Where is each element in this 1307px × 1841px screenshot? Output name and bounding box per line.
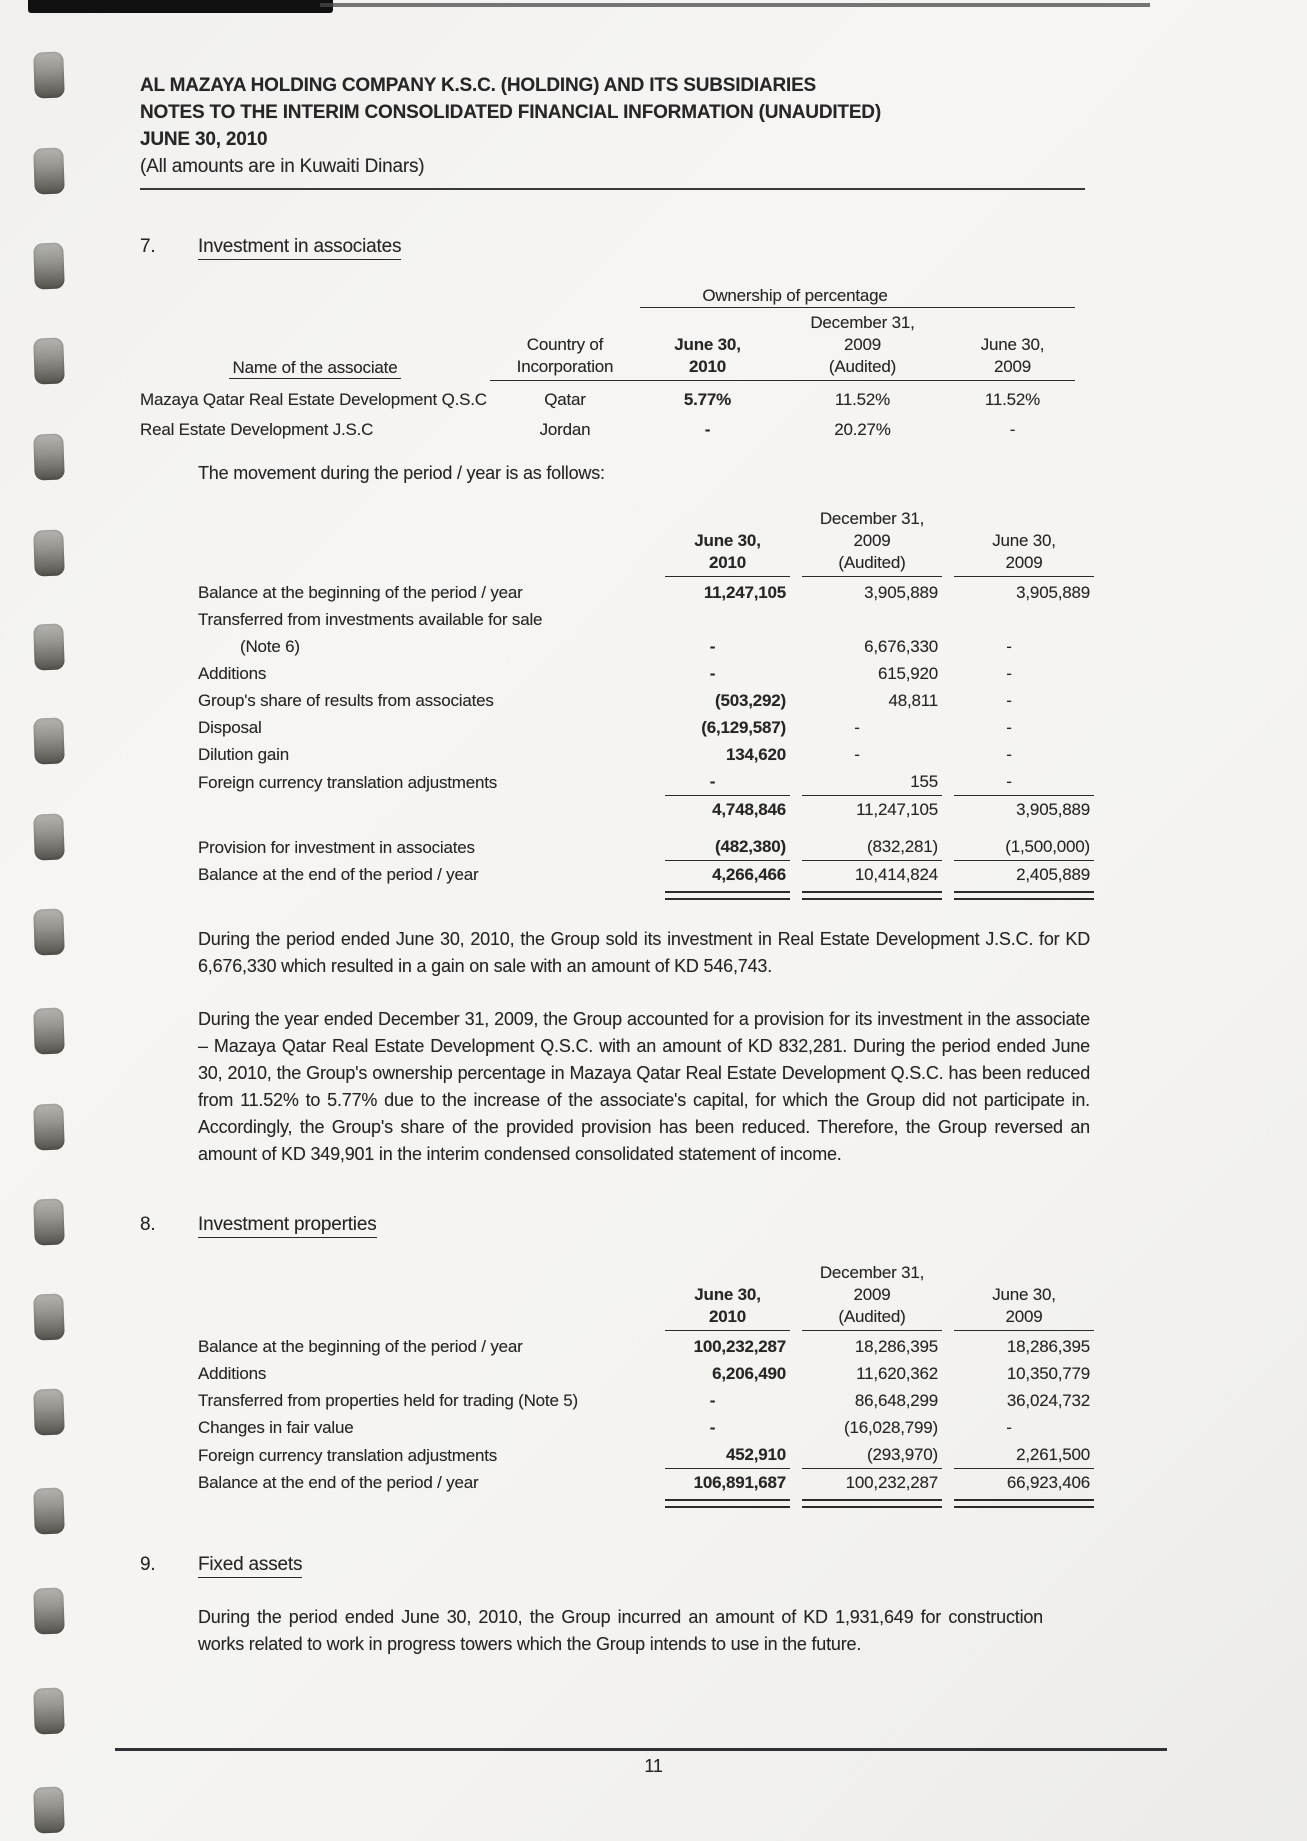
note-7-paragraph-2: During the year ended December 31, 2009, the Group accounted for a provision for its investment in the associate – Mazaya Qatar Real Estate Development Q.S.C. with an amount of KD 832,281. During the period ended June 30, 2010, the Group's ownership percentage in Mazaya Qatar Real Estate Development Q.S.C. has been reduced from 11.52% to 5.77% due to the increase of the associate's capital, for which the Group did not participate in. Accordingly, the Group's share of the provided provision has been reduced. Therefore, the Group reversed an amount of KD 349,901 in the interim condensed consolidated statement of income. <box>198 1009 1090 1164</box>
table-row-total: Balance at the end of the period / year 106,891,687 100,232,287 66,923,406 <box>198 1473 1090 1492</box>
col-header-jun2009: June 30, 2009 <box>954 530 1094 577</box>
note-8-section <box>140 1214 1095 1508</box>
report-title: NOTES TO THE INTERIM CONSOLIDATED FINANCIAL INFORMATION (UNAUDITED) <box>140 102 881 123</box>
page-number: 11 <box>644 1756 663 1776</box>
col-header-dec2009: December 31, 2009 (Audited) <box>802 508 942 577</box>
binding-hole <box>33 433 65 480</box>
binding-hole <box>33 337 65 384</box>
binding-hole <box>33 1293 65 1340</box>
note-9-body <box>198 1604 1095 1658</box>
col-header-dec2009: December 31, 2009 (Audited) <box>802 1262 942 1331</box>
note-7-body <box>140 286 1095 1168</box>
note-8-title: Investment properties <box>198 1214 377 1238</box>
currency-note: (All amounts are in Kuwaiti Dinars) <box>140 156 425 177</box>
note-7-paragraph-1: During the period ended June 30, 2010, the Group sold its investment in Real Estate Development J.S.C. for KD 6,676,330 which resulted in a gain on sale with an amount of KD 546,743. <box>198 929 1090 976</box>
table-row: Transferred from properties held for trading (Note 5) - 86,648,299 36,024,732 <box>198 1391 1090 1410</box>
table-row: Additions 6,206,490 11,620,362 10,350,779 <box>198 1364 1090 1383</box>
table-row: Mazaya Qatar Real Estate Development Q.S.C Qatar 5.77% 11.52% 11.52% <box>140 390 1041 409</box>
note-7-heading <box>140 236 1095 260</box>
movement-header-row <box>198 508 1095 577</box>
binding-hole <box>33 51 65 98</box>
company-name: AL MAZAYA HOLDING COMPANY K.S.C. (HOLDING) AND ITS SUBSIDIARIES <box>140 75 817 96</box>
col-header-jun2010: June 30, 2010 <box>665 1284 790 1331</box>
binding-hole <box>33 529 65 576</box>
note-9-heading <box>140 1554 1095 1578</box>
binding-hole <box>33 813 65 860</box>
col-header-jun2009: June 30, 2009 <box>954 1284 1094 1331</box>
note-9-number: 9. <box>140 1554 156 1575</box>
note-7-number: 7. <box>140 236 156 257</box>
table-row: Group's share of results from associates (503,292) 48,811 - <box>198 691 1012 710</box>
report-date: JUNE 30, 2010 <box>140 129 268 150</box>
ownership-span-header: Ownership of percentage <box>640 286 950 308</box>
double-rule <box>954 891 1094 900</box>
ownership-header-row <box>140 312 1095 381</box>
binding-hole <box>33 1786 65 1833</box>
note-7-section <box>140 236 1095 1168</box>
binding-hole <box>33 908 65 955</box>
ownership-span-row <box>140 286 1095 308</box>
table-row-total: Balance at the end of the period / year 4,266,466 10,414,824 2,405,889 <box>198 865 1090 884</box>
note-8-number: 8. <box>140 1214 156 1235</box>
binding-hole <box>33 1487 65 1534</box>
binding-hole <box>33 1388 65 1435</box>
col-header-dec2009: December 31, 2009 (Audited) <box>775 312 950 381</box>
binding-hole <box>33 1687 65 1734</box>
note-9-title: Fixed assets <box>198 1554 302 1578</box>
binding-hole <box>33 1587 65 1634</box>
double-rule <box>665 891 790 900</box>
note-9-section <box>140 1554 1095 1658</box>
table-row: Additions - 615,920 - <box>198 664 1012 683</box>
table-row: Balance at the beginning of the period / year 100,232,287 18,286,395 18,286,395 <box>198 1337 1090 1356</box>
table-row: Real Estate Development J.S.C Jordan - 20.27% - <box>140 420 1016 439</box>
movement-table <box>198 508 1095 900</box>
col-header-jun2010: June 30, 2010 <box>640 334 775 381</box>
binding-hole <box>33 147 65 194</box>
col-header-jun2010: June 30, 2010 <box>665 530 790 577</box>
binding-hole <box>33 1198 65 1245</box>
table-row: Balance at the beginning of the period / year 11,247,105 3,905,889 3,905,889 <box>198 583 1090 602</box>
ownership-table <box>140 286 1095 445</box>
note-8-body <box>198 1262 1095 1508</box>
properties-header-row <box>198 1262 1095 1331</box>
ownership-span-rule <box>950 285 1075 308</box>
col-header-name: Name of the associate <box>140 357 490 381</box>
table-row: Foreign currency translation adjustments 452,910 (293,970) 2,261,500 <box>198 1441 1095 1469</box>
col-header-country: Country of Incorporation <box>490 334 640 381</box>
table-row: Dilution gain 134,620 - - <box>198 745 1012 764</box>
binding-hole <box>33 717 65 764</box>
note-7-title: Investment in associates <box>198 236 401 260</box>
note-9-paragraph: During the period ended June 30, 2010, the Group incurred an amount of KD 1,931,649 for construction works related to work in progress towers which the Group intends to use in the future. <box>198 1607 1043 1654</box>
binding-hole <box>33 623 65 670</box>
page-content <box>140 0 1095 1658</box>
binding-hole <box>33 242 65 289</box>
table-row: Disposal (6,129,587) - - <box>198 718 1012 737</box>
double-rule <box>802 891 942 900</box>
double-rule-row <box>198 889 1095 900</box>
col-header-jun2009: June 30, 2009 <box>950 334 1075 381</box>
note-8-heading <box>140 1214 1095 1238</box>
double-rule <box>802 1499 942 1508</box>
table-row: Foreign currency translation adjustments - 155 - <box>198 768 1095 796</box>
double-rule <box>954 1499 1094 1508</box>
binding-hole <box>33 1007 65 1054</box>
report-header <box>140 72 1095 180</box>
header-divider <box>140 188 1085 190</box>
table-row: Provision for investment in associates (482,380) (832,281) (1,500,000) <box>198 833 1095 861</box>
table-row: Changes in fair value - (16,028,799) - <box>198 1418 1012 1437</box>
double-rule-row <box>198 1497 1095 1508</box>
table-row: Transferred from investments available for sale (Note 6) - 6,676,330 - <box>198 610 1012 656</box>
binding-hole <box>33 1103 65 1150</box>
movement-intro: The movement during the period / year is as follows: <box>198 463 605 483</box>
double-rule <box>665 1499 790 1508</box>
table-row-subtotal: 4,748,846 11,247,105 3,905,889 <box>712 800 1090 819</box>
properties-table <box>198 1262 1095 1508</box>
footer-divider <box>115 1748 1167 1751</box>
